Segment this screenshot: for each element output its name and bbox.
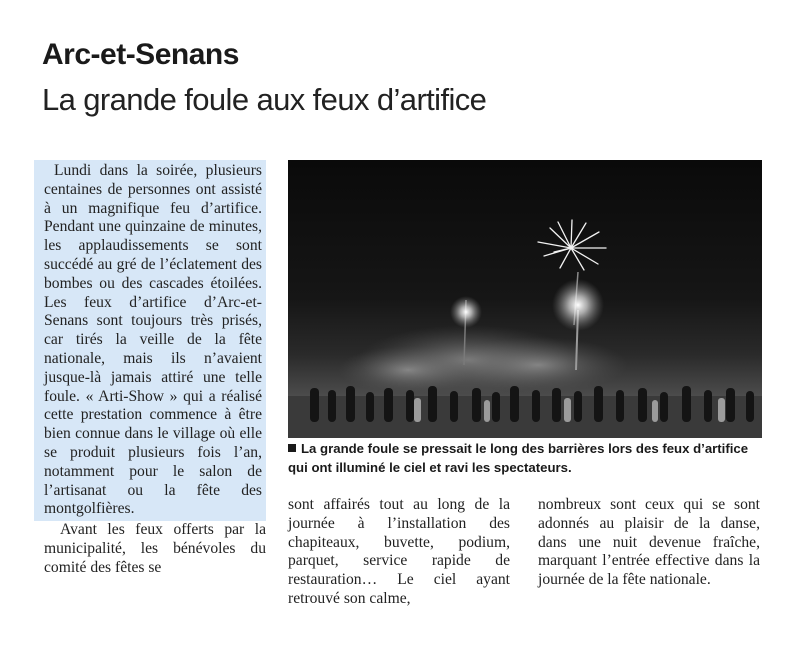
paragraph-2-end: nombreux sont ceux qui se sont adonnés au plaisir de la danse, dans une nuit devenue fraîche, marquant l’entrée effective dans la journée de la fête nationale. bbox=[538, 496, 760, 589]
caption-text: La grande foule se pressait le long des barrières lors des feux d’artifice qui ont illuminé le ciel et ravi les spectateurs. bbox=[288, 441, 749, 475]
highlighted-paragraph[interactable]: Lundi dans la soirée, plusieurs centaines de personnes ont assisté à un magnifique feu d’artifice. Pendant une quinzaine de minutes, les applaudissements se sont succédé au gré de l’éclatement des bombes ou des cascades étoilées. Les feux d’artifice d’Arc-et-Senans sont toujours très prisés, car tirés la veille de la fête nationale, mais ils n’avaient jusque-là jamais attiré une telle foule. « Arti-Show » qui a réalisé cette prestation commence à être bien connue dans le village où elle se produit plusieurs fois l’an, notamment pour le salon de l’artisanat ou la fête des montgolfières. bbox=[34, 160, 266, 521]
paragraph-2-middle: sont affairés tout au long de la journée à l’installation des chapiteaux, buvette, podium, parquet, service rapide de restauration… Le ciel ayant retrouvé son calme, bbox=[288, 496, 510, 607]
article-column-2 bbox=[288, 496, 510, 609]
article-headline: La grande foule aux feux d’artifice bbox=[42, 82, 487, 117]
fireworks-photo bbox=[288, 160, 762, 438]
paragraph-2-start: Avant les feux offerts par la municipalité, les bénévoles du comité des fêtes se bbox=[44, 521, 266, 576]
photo-crowd-fireworks-icon bbox=[288, 160, 762, 438]
caption-square-icon bbox=[288, 444, 296, 452]
article-column-1 bbox=[40, 160, 266, 578]
article-column-3 bbox=[538, 496, 760, 590]
article-kicker: Arc-et-Senans bbox=[42, 38, 239, 71]
photo-caption bbox=[288, 440, 762, 477]
